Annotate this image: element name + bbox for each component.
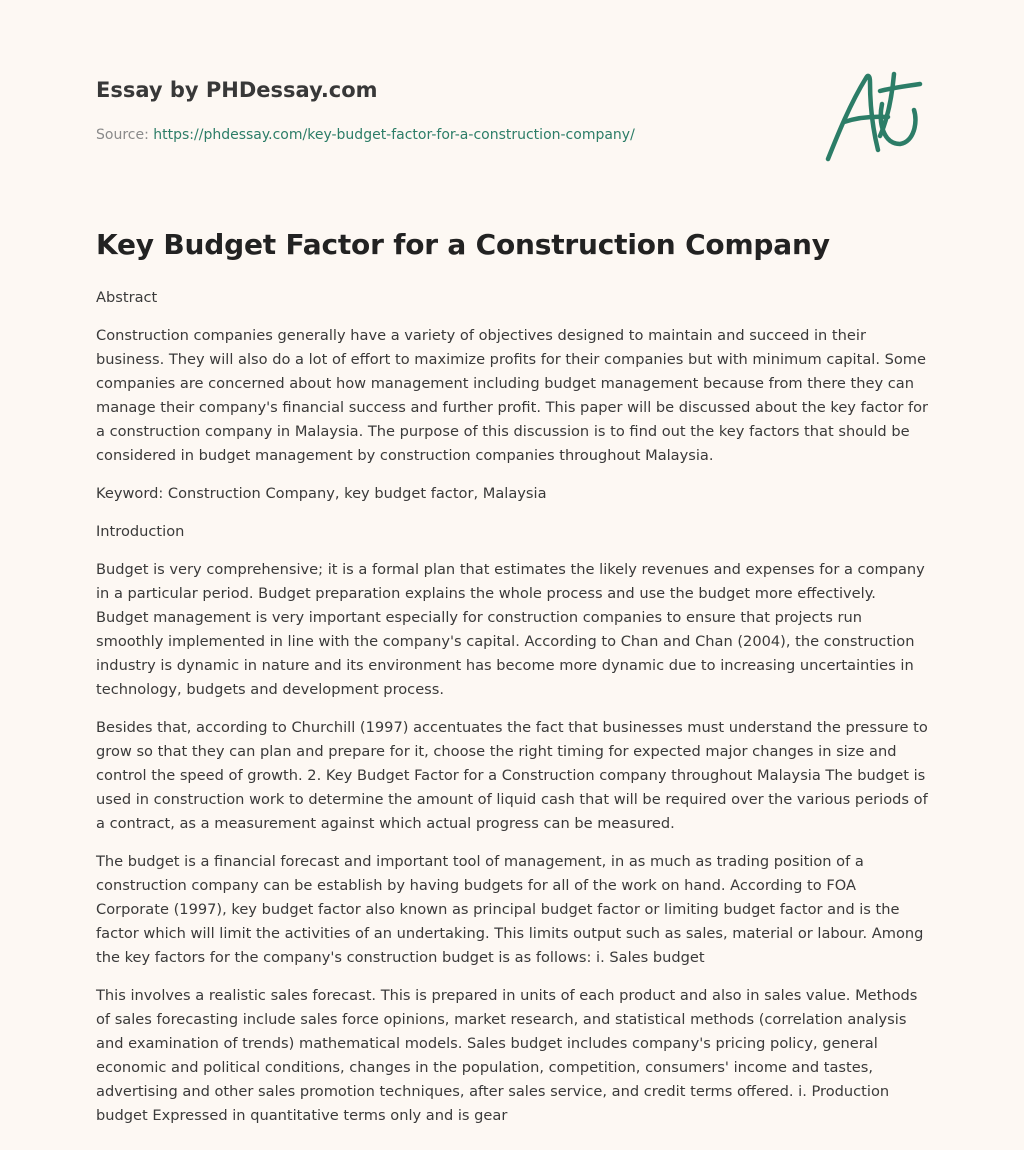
essay-paragraph: Introduction <box>96 523 185 540</box>
essay-title: Key Budget Factor for a Construction Company <box>96 228 830 261</box>
essay-paragraph: Budget is very comprehensive; it is a formal plan that estimates the likely revenues and expenses for a company in a particular period. Budget preparation explains the whole process and use the budget more effectively. Budget management is very important especially for construction companies to ensure that projects run smoothly implemented in line with the company's capital. According to Chan and Chan (2004), the construction industry is dynamic in nature and its environment has become more dynamic due to increasing uncertainties in technology, budgets and development process. <box>96 561 925 698</box>
essay-paragraph: Besides that, according to Churchill (1997) accentuates the fact that businesses must understand the pressure to grow so that they can plan and prepare for it, choose the right timing for expected major changes in size and control the speed of growth. 2. Key Budget Factor for a Construction company throughout Malaysia The budget is used in construction work to determine the amount of liquid cash that will be required over the various periods of a contract, as a measurement against which actual progress can be measured. <box>96 719 928 832</box>
source-line <box>96 125 796 145</box>
source-label: Source: <box>96 127 154 143</box>
essay-paragraph: Keyword: Construction Company, key budget factor, Malaysia <box>96 485 547 502</box>
essay-body <box>96 226 932 1142</box>
site-brand: Essay by PHDessay.com <box>96 78 378 102</box>
source-link[interactable]: https://phdessay.com/key-budget-factor-for-a-construction-company/ <box>153 127 635 143</box>
essay-paragraph: Construction companies generally have a variety of objectives designed to maintain and succeed in their business. They will also do a lot of effort to maximize profits for their companies but with minimum capital. Some companies are concerned about how management including budget management because from there they can manage their company's financial success and further profit. This paper will be discussed about the key factor for a construction company in Malaysia. The purpose of this discussion is to find out the key factors that should be considered in budget management by construction companies throughout Malaysia. <box>96 327 929 464</box>
logo-plus-horizontal <box>880 84 920 91</box>
essay-paragraph: The budget is a financial forecast and important tool of management, in as much as trading position of a construction company can be establish by having budgets for all of the work on hand. According to FOA Corporate (1997), key budget factor also known as principal budget factor or limiting budget factor and is the factor which will limit the activities of an undertaking. This limits output such as sales, material or labour. Among the key factors for the company's construction budget is as follows: i. Sales budget <box>96 853 924 966</box>
essay-paragraph: Abstract <box>96 289 158 306</box>
essay-paragraph: This involves a realistic sales forecast. This is prepared in units of each product and also in sales value. Methods of sales forecasting include sales force opinions, market research, and statistical methods (correlation analysis and examination of trends) mathematical models. Sales budget includes company's pricing policy, general economic and political conditions, changes in the population, competition, consumers' income and tastes, advertising and other sales promotion techniques, after sales service, and credit terms offered. i. Production budget Expressed in quantitative terms only and is gear <box>96 987 918 1124</box>
a-plus-logo <box>818 66 928 166</box>
page-header <box>96 75 796 145</box>
